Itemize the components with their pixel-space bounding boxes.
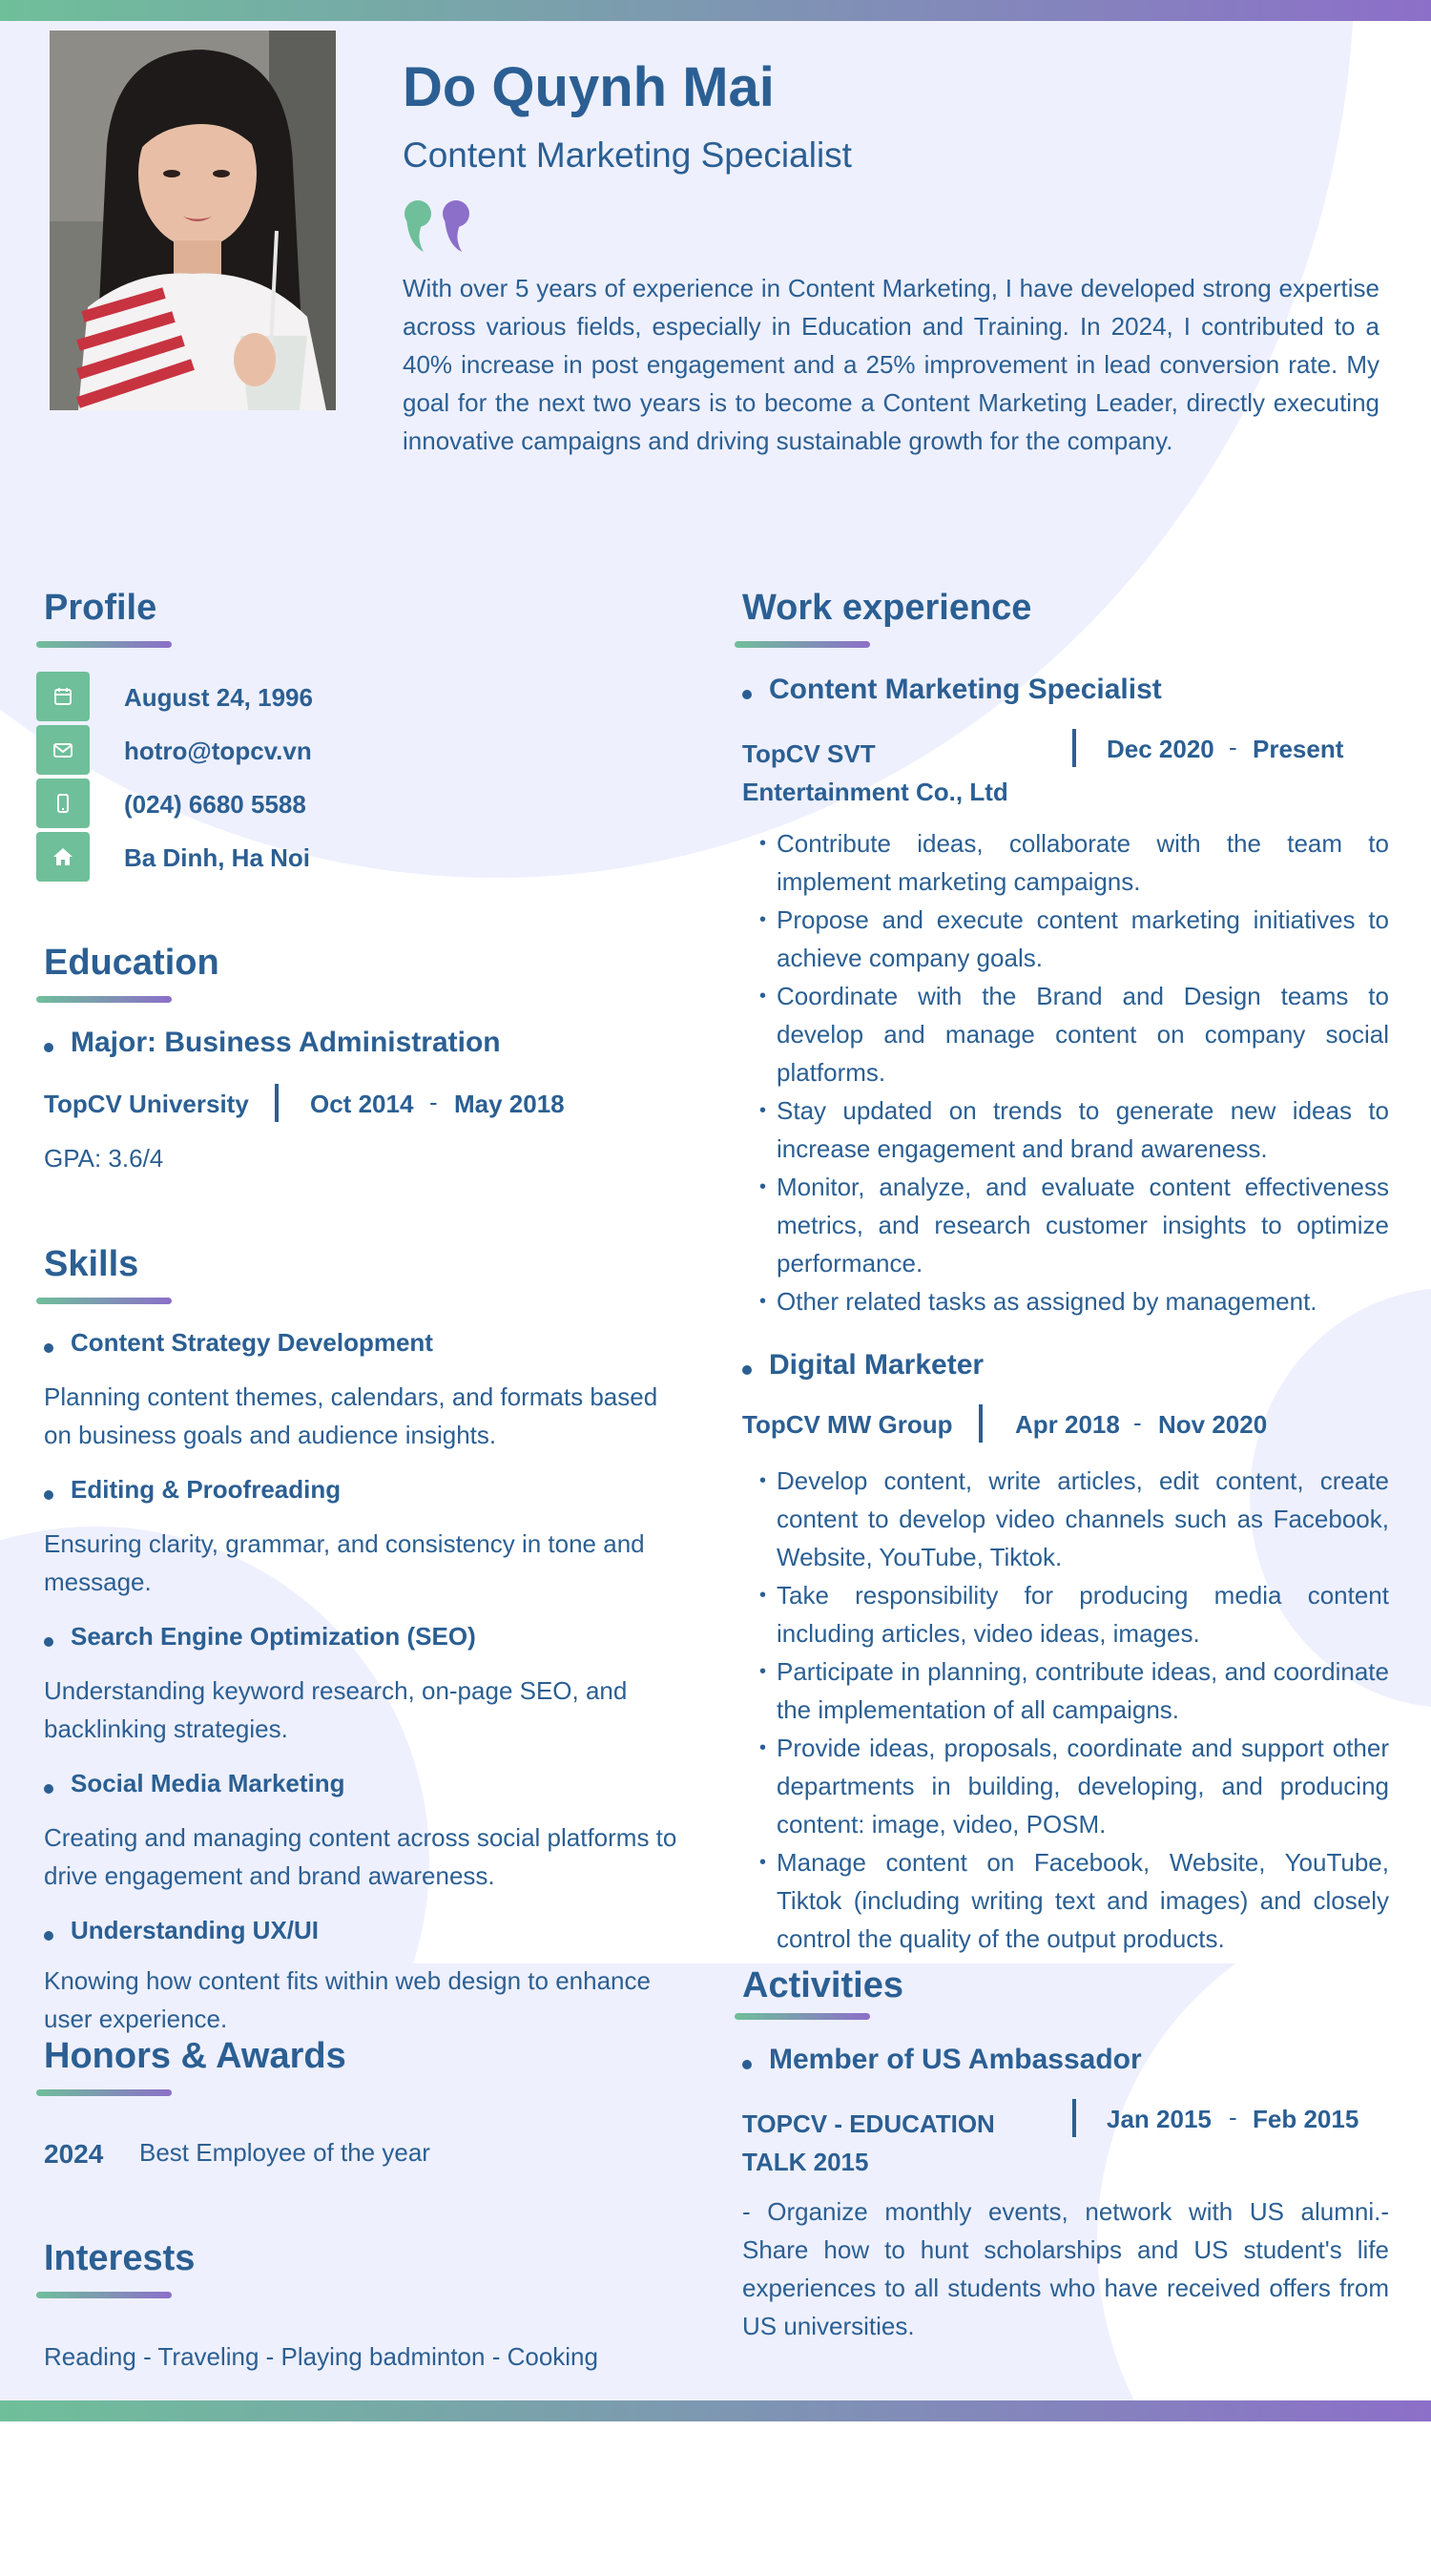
responsibility-item: • Manage content on Facebook, Website, YouTube, Tiktok (including writing text and images) and closely control the quality of the output products. xyxy=(742,1843,1389,1958)
skill-title-text: Content Strategy Development xyxy=(71,1328,433,1357)
skill-title-text: Understanding UX/UI xyxy=(71,1916,320,1944)
skill-description: Knowing how content fits within web design to enhance user experience. xyxy=(44,1966,651,2033)
candidate-name: Do Quynh Mai xyxy=(403,56,775,118)
job-separator xyxy=(1072,729,1076,767)
bullet-dot xyxy=(44,1637,53,1647)
home-icon xyxy=(36,832,90,882)
job-start: Dec 2020 xyxy=(1107,735,1214,763)
work-underline xyxy=(735,641,870,648)
job-start: Apr 2018 xyxy=(1015,1410,1120,1439)
skill-description: Creating and managing content across social platforms to drive engagement and brand awareness. xyxy=(44,1823,677,1890)
job-title-text: Content Marketing Specialist xyxy=(769,674,1162,705)
bullet-dot xyxy=(742,1365,752,1375)
profile-heading: Profile xyxy=(44,588,157,628)
job-end: Nov 2020 xyxy=(1158,1410,1268,1439)
responsibility-item: • Contribute ideas, collaborate with the team to implement marketing campaigns. xyxy=(742,824,1389,901)
profile-photo xyxy=(50,31,336,410)
job-company: TopCV SVT Entertainment Co., Ltd xyxy=(742,739,1008,806)
education-school: TopCV University xyxy=(44,1090,249,1118)
education-major-text: Major: Business Administration xyxy=(71,1027,501,1058)
interests-text: Reading - Traveling - Playing badminton - Cooking xyxy=(44,2342,598,2371)
education-underline xyxy=(36,996,172,1003)
job-company: TopCV MW Group xyxy=(742,1410,953,1439)
award-title: Best Employee of the year xyxy=(139,2138,430,2167)
activities-underline xyxy=(735,2013,870,2020)
responsibility-item: • Coordinate with the Brand and Design teams to develop and manage content on company social platforms. xyxy=(742,977,1389,1091)
education-major xyxy=(44,1027,501,1059)
activities-heading: Activities xyxy=(742,1965,903,2005)
interests-heading: Interests xyxy=(44,2238,196,2278)
job-title-text: Digital Marketer xyxy=(769,1349,985,1381)
skill-description: Planning content themes, calendars, and formats based on business goals and audience insights. xyxy=(44,1382,658,1449)
responsibility-item: • Other related tasks as assigned by management. xyxy=(742,1282,1389,1320)
skill-description: Ensuring clarity, grammar, and consistency in tone and message. xyxy=(44,1529,645,1596)
activity-separator xyxy=(1072,2099,1076,2137)
honors-underline xyxy=(36,2089,172,2096)
job-responsibilities xyxy=(742,1462,1389,1958)
bullet-dot xyxy=(44,1343,53,1353)
job-title xyxy=(742,674,1162,706)
quote-icon xyxy=(403,197,479,254)
activity-organization: TOPCV - EDUCATION TALK 2015 xyxy=(742,2109,995,2176)
skill-title-text: Search Engine Optimization (SEO) xyxy=(71,1622,476,1651)
education-gpa: GPA: 3.6/4 xyxy=(44,1144,164,1173)
profile-email[interactable]: hotro@topcv.vn xyxy=(124,737,312,765)
profile-phone: (024) 6680 5588 xyxy=(124,790,306,819)
activity-title-text: Member of US Ambassador xyxy=(769,2044,1142,2075)
responsibility-item: • Monitor, analyze, and evaluate content effectiveness metrics, and research customer insights to optimize performance. xyxy=(742,1168,1389,1282)
responsibility-item: • Stay updated on trends to generate new ideas to increase engagement and brand awareness. xyxy=(742,1091,1389,1168)
education-separator xyxy=(275,1084,279,1122)
education-start: Oct 2014 xyxy=(310,1090,414,1118)
job-end: Present xyxy=(1253,735,1344,763)
activity-title xyxy=(742,2044,1142,2076)
profile-address: Ba Dinh, Ha Noi xyxy=(124,843,311,872)
skill-title-text: Social Media Marketing xyxy=(71,1769,345,1797)
bullet-dot xyxy=(44,1784,53,1794)
bullet-dot xyxy=(44,1490,53,1500)
education-dash: - xyxy=(429,1088,438,1116)
responsibility-item: • Participate in planning, contribute ideas, and coordinate the implementation of all campaigns. xyxy=(742,1652,1389,1729)
mail-icon xyxy=(36,725,90,775)
skills-underline xyxy=(36,1298,172,1304)
responsibility-item: • Provide ideas, proposals, coordinate and support other departments in building, developing, and producing content: image, video, POSM. xyxy=(742,1729,1389,1843)
skill-title-text: Editing & Proofreading xyxy=(71,1475,342,1504)
award-year: 2024 xyxy=(44,2139,104,2169)
education-end: May 2018 xyxy=(454,1090,565,1118)
honors-heading: Honors & Awards xyxy=(44,2036,346,2076)
bullet-dot xyxy=(44,1931,53,1941)
education-heading: Education xyxy=(44,943,219,983)
skill-title xyxy=(44,1622,476,1652)
job-separator xyxy=(979,1404,983,1443)
career-summary: With over 5 years of experience in Content Marketing, I have developed strong expertise across various fields, especially in Education and Training. In 2024, I contributed to a 40% increase in post engagement and a 25% improvement in lead conversion rate. My goal for the next two years is to become a Content Marketing Leader, directly executing innovative campaigns and driving sustainable growth for the company. xyxy=(403,274,1379,455)
job-title xyxy=(742,1349,984,1381)
bullet-dot xyxy=(742,2060,752,2069)
profile-underline xyxy=(36,641,172,648)
responsibility-item: • Take responsibility for producing media content including articles, video ideas, images. xyxy=(742,1576,1389,1652)
skill-title xyxy=(44,1916,319,1945)
bullet-dot xyxy=(44,1043,53,1052)
top-gradient-bar xyxy=(0,0,1431,21)
bullet-dot xyxy=(742,690,752,699)
activity-dash: - xyxy=(1229,2103,1237,2131)
bottom-gradient-bar xyxy=(0,2400,1431,2421)
work-heading: Work experience xyxy=(742,588,1032,628)
skill-title xyxy=(44,1475,341,1505)
job-dash: - xyxy=(1229,733,1237,761)
skill-description: Understanding keyword research, on-page SEO, and backlinking strategies. xyxy=(44,1676,628,1743)
activity-description: - Organize monthly events, network with US alumni.- Share how to hunt scholarships and US student's life experiences to all students who have received offers from US universities. xyxy=(742,2197,1389,2340)
responsibility-item: • Propose and execute content marketing initiatives to achieve company goals. xyxy=(742,901,1389,977)
activity-start: Jan 2015 xyxy=(1107,2105,1212,2133)
calendar-icon xyxy=(36,672,90,721)
job-dash: - xyxy=(1133,1408,1142,1437)
job-responsibilities xyxy=(742,824,1389,1320)
activity-end: Feb 2015 xyxy=(1253,2105,1359,2133)
phone-icon xyxy=(36,779,90,828)
profile-birthday: August 24, 1996 xyxy=(124,683,313,712)
skill-title xyxy=(44,1328,433,1358)
candidate-title: Content Marketing Specialist xyxy=(403,135,852,175)
skills-heading: Skills xyxy=(44,1244,139,1284)
responsibility-item: • Develop content, write articles, edit content, create content to develop video channels such as Facebook, Website, YouTube, Tiktok. xyxy=(742,1462,1389,1576)
interests-underline xyxy=(36,2292,172,2298)
skill-title xyxy=(44,1769,345,1798)
